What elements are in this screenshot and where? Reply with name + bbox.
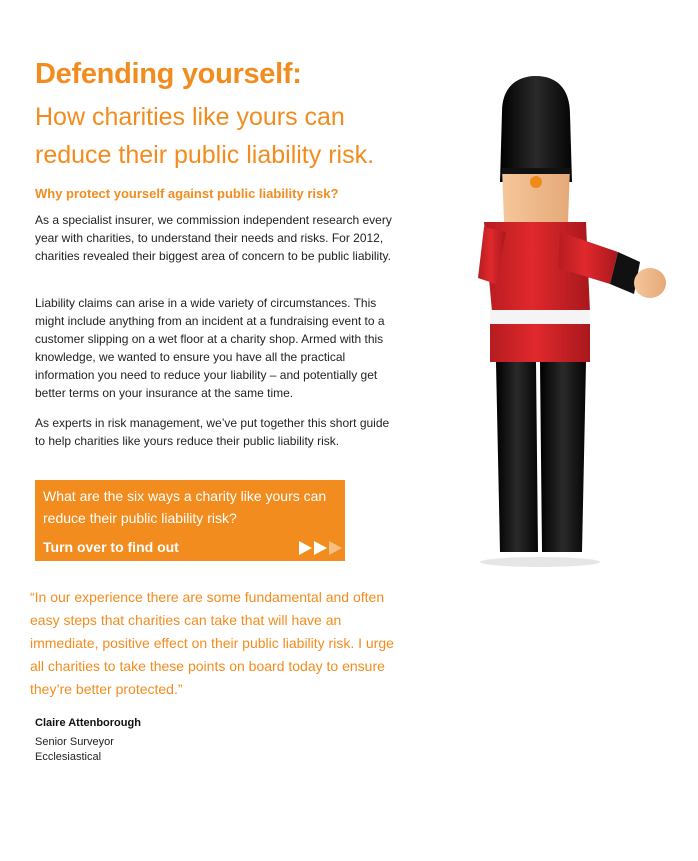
- guide-paragraph: As experts in risk management, we’ve put together this short guide to help charities like yours reduce their public liability risk.: [35, 416, 390, 448]
- intro-paragraph: As a specialist insurer, we commission independent research every year with charities, to understand their needs and risks. For 2012, charities revealed their biggest area of concern to be public liability.: [35, 213, 392, 263]
- toy-guardsman-photo: [440, 72, 698, 572]
- triple-chevron-right-icon: [299, 540, 347, 561]
- page-title: Defending yourself:: [35, 58, 302, 90]
- section-heading: Why protect yourself against public liability risk?: [35, 186, 339, 201]
- page-subtitle: How charities like yours can reduce their public liability risk.: [35, 103, 375, 169]
- quote-author-organisation: Ecclesiastical: [35, 751, 102, 763]
- turn-over-link[interactable]: Turn over to find out: [43, 539, 179, 555]
- turn-over-callout[interactable]: [35, 480, 345, 561]
- liability-claims-paragraph: Liability claims can arise in a wide variety of circumstances. This might include anything from an incident at a fundraising event to a customer slipping on a wet floor at a charity shop. Armed with this knowledge, we wanted to ensure you have all the practical information you need to reduce your liability – and potentially get better terms on your insurance at the same time.: [35, 296, 385, 400]
- quote-author-name: Claire Attenborough: [35, 717, 141, 729]
- testimonial-quote: “In our experience there are some fundamental and often easy steps that charities can take that will have an immediate, positive effect on their public liability risk. I urge all charities to take these points on board today to ensure they’re better protected.”: [30, 589, 394, 697]
- quote-author-role: Senior Surveyor: [35, 736, 114, 748]
- callout-question: What are the six ways a charity like yours can reduce their public liability risk?: [43, 488, 327, 526]
